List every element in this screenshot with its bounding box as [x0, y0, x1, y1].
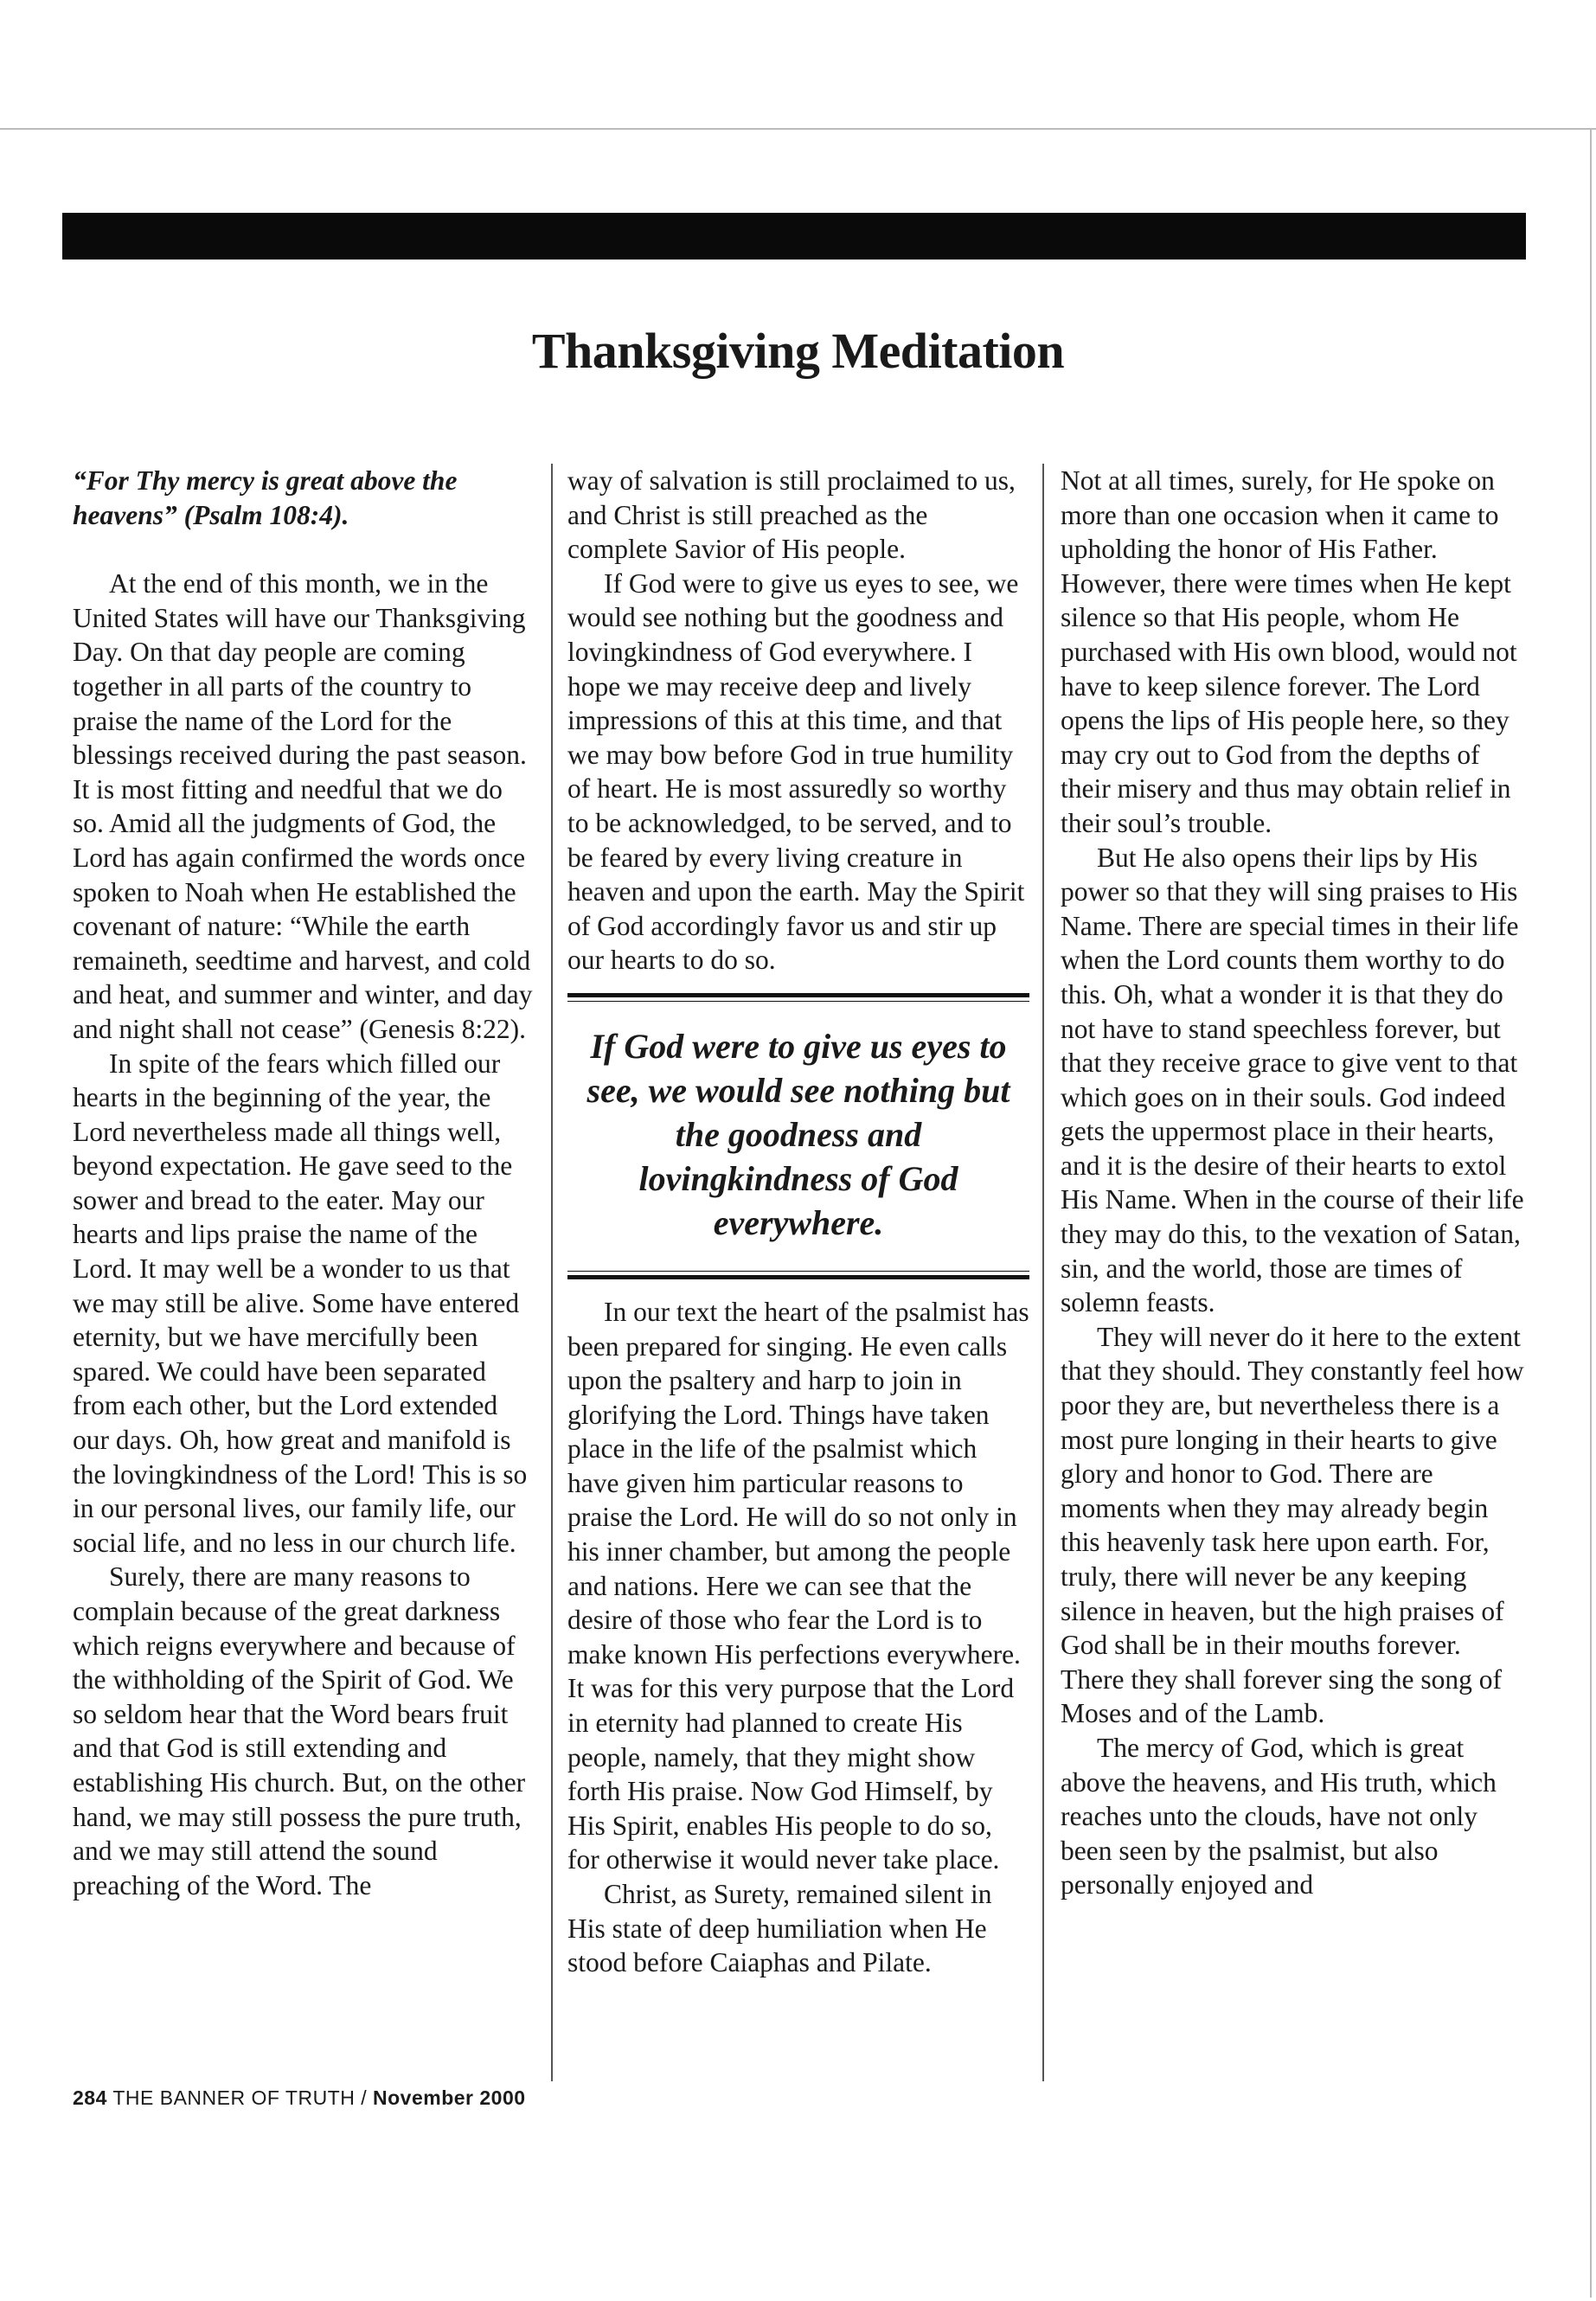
pullquote-rule [567, 993, 1029, 997]
column-3 [1061, 464, 1529, 1902]
column-divider [551, 464, 553, 2081]
pullquote-rule [567, 1275, 1029, 1279]
page-footer [73, 2086, 526, 2110]
epigraph: “For Thy mercy is great above the heavens” (Psalm 108:4). [73, 465, 458, 530]
page-right-rule [1590, 128, 1592, 2298]
body-paragraph: Not at all times, surely, for He spoke on more than one occasion when it came to upholding the honor of His Father. However, there were times when He kept silence so that His people, whom He purchased with His own blood, would not have to keep silence forever. The Lord opens the lips of His people here, so they may cry out to God from the depths of their misery and thus may obtain relief in their soul’s trouble. [1061, 465, 1517, 838]
pullquote: If God were to give us eyes to see, we would see nothing but the goodness and lovingkindness of God everywhere. [586, 1026, 1010, 1242]
column-divider [1042, 464, 1044, 2081]
body-paragraph: Surely, there are many reasons to complain because of the great darkness which reigns everywhere and because of the withholding of the Spirit of God. We so seldom hear that the Word bears fruit and that God is still extending and establishing His church. But, on the other hand, we may still possess the pure truth, and we may still attend the sound preaching of the Word. The [73, 1561, 526, 1900]
header-banner-bar [62, 213, 1526, 260]
issue-date: November 2000 [373, 2086, 526, 2109]
footer-separator: / [361, 2086, 368, 2109]
page-number: 284 [73, 2086, 107, 2109]
column-2 [567, 464, 1029, 1980]
body-paragraph: Christ, as Surety, remained silent in His state of deep humiliation when He stood before Caiaphas and Pilate. [567, 1879, 992, 1978]
body-paragraph: The mercy of God, which is great above the heavens, and His truth, which reaches unto the clouds, have not only been seen by the psalmist, but also personally enjoyed and [1061, 1732, 1497, 1900]
article-title: Thanksgiving Meditation [531, 323, 1065, 379]
body-paragraph: They will never do it here to the extent that they should. They constantly feel how poor they are, but nevertheless there is a most pure longing in their hearts to give glory and honor to God. There are moments when they may already begin this heavenly task here upon earth. For, truly, there will never be any keeping silence in heaven, but the high praises of God shall be in their mouths forever. There they shall forever sing the song of Moses and of the Lamb. [1061, 1321, 1524, 1729]
body-paragraph: way of salvation is still proclaimed to us, and Christ is still preached as the complete Savior of His people. [567, 465, 1016, 565]
body-paragraph: If God were to give us eyes to see, we would see nothing but the goodness and lovingkindness of God everywhere. I hope we may receive deep and lively impressions of this at this time, and that we may bow before God in true humility of heart. He is most assuredly so worthy to be acknowledged, to be served, and to be feared by every living creature in heaven and upon the earth. May the Spirit of God accordingly favor us and stir up our hearts to do so. [567, 567, 1025, 976]
column-1 [73, 464, 533, 1902]
page-top-rule [0, 128, 1596, 130]
spacer [73, 532, 533, 567]
pullquote-rule [567, 1271, 1029, 1272]
body-paragraph: In our text the heart of the psalmist has been prepared for singing. He even calls upon the psaltery and harp to join in glorifying the Lord. Things have taken place in the life of the psalmist which have given him particular reasons to praise the Lord. He will do so not only in his inner chamber, but among the people and nations. Here we can see that the desire of those who fear the Lord is to make known His perfections everywhere. It was for this very purpose that the Lord in eternity had planned to create His people, namely, that they might show forth His praise. Now God Himself, by His Spirit, enables His people to do so, for otherwise it would never take place. [567, 1296, 1029, 1875]
body-paragraph: In spite of the fears which filled our hearts in the beginning of the year, the Lord nevertheless made all things well, beyond expectation. He gave seed to the sower and bread to the eater. May our hearts and lips praise the name of the Lord. It may well be a wonder to us that we may still be alive. Some have entered eternity, but we have mercifully been spared. We could have been separated from each other, but the Lord extended our days. Oh, how great and manifold is the lovingkindness of the Lord! This is so in our personal lives, our family life, our social life, and no less in our church life. [73, 1048, 528, 1558]
body-paragraph: At the end of this month, we in the United States will have our Thanksgiving Day. On that day people are coming together in all parts of the country to praise the name of the Lord for the blessings received during the past season. It is most fitting and needful that we do so. Amid all the judgments of God, the Lord has again confirmed the words once spoken to Noah when He established the covenant of nature: “While the earth remaineth, seedtime and harvest, and cold and heat, and summer and winter, and day and night shall not cease” (Genesis 8:22). [73, 568, 533, 1044]
body-paragraph: But He also opens their lips by His power so that they will sing praises to His Name. There are special times in their life when the Lord counts them worthy to do this. Oh, what a wonder it is that they do not have to stand speechless forever, but that they receive grace to give vent to that which goes on in their souls. God indeed gets the uppermost place in their hearts, and it is the desire of their hearts to extol His Name. When in the course of their life they may do this, to the vexation of Satan, sin, and the world, those are times of solemn feasts. [1061, 842, 1524, 1318]
pullquote-box [567, 993, 1029, 1279]
publication-name: THE BANNER OF TRUTH [112, 2086, 356, 2109]
